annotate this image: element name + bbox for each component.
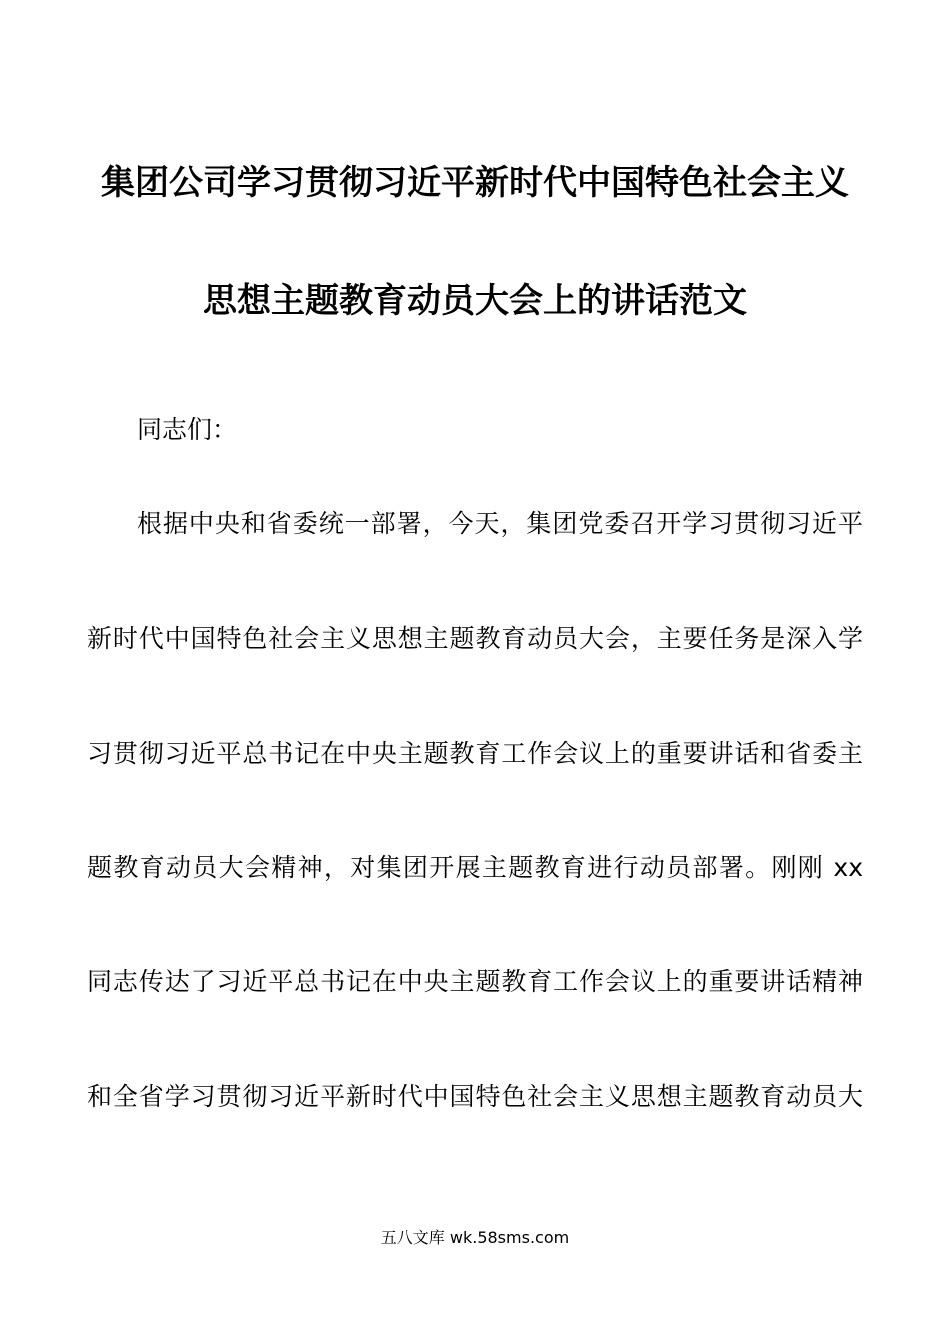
paragraph-line-3: 习贯彻习近平总书记在中央主题教育工作会议上的重要讲话和省委主 (87, 739, 863, 768)
title-line-2: 思想主题教育动员大会上的讲话范文 (203, 281, 747, 321)
salutation: 同志们： (137, 415, 238, 444)
paragraph-line-2: 新时代中国特色社会主义思想主题教育动员大会，主要任务是深入学 (87, 624, 863, 653)
paragraph-line-1: 根据中央和省委统一部署，今天，集团党委召开学习贯彻习近平 (137, 509, 863, 538)
footer-watermark: 五八文库 wk.58sms.com (380, 1228, 570, 1247)
paragraph-line-5: 同志传达了习近平总书记在中央主题教育工作会议上的重要讲话精神 (87, 967, 863, 996)
paragraph-line-4: 题教育动员大会精神，对集团开展主题教育进行动员部署。刚刚 xx (87, 853, 863, 882)
title-line-1: 集团公司学习贯彻习近平新时代中国特色社会主义 (101, 163, 849, 203)
paragraph-line-6: 和全省学习贯彻习近平新时代中国特色社会主义思想主题教育动员大 (87, 1082, 863, 1111)
